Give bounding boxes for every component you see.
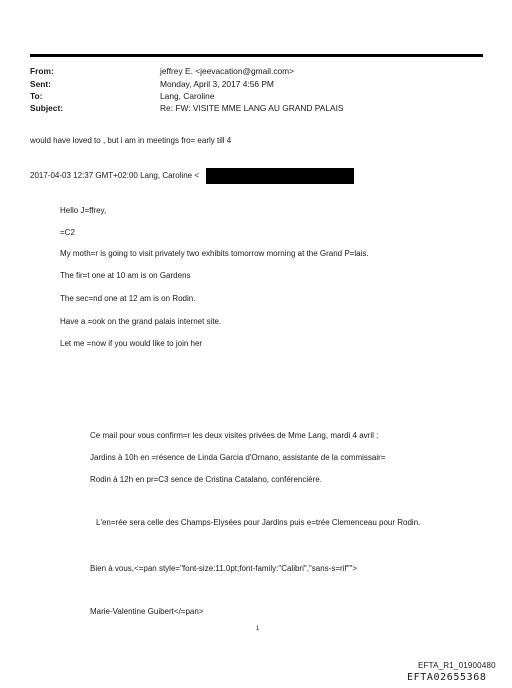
redaction-block [206,168,354,184]
from-label: From: [30,66,54,76]
paragraph-4: Have a =ook on the grand palais internet site. [60,317,222,326]
french-line-2: Jardins à 10h en =résence de Linda Garcia d'Ornano, assistante de la commissair= [90,453,386,462]
sent-value: Monday, April 3, 2017 4:56 PM [160,79,274,89]
footer-id-2: EFTA02655368 [407,672,487,683]
page-number: 1 [256,626,260,632]
quote-header: 2017-04-03 12:37 GMT+02:00 Lang, Caroline < [30,171,200,180]
french-line-3: Rodin à 12h en pr=C3 sence de Cristina Catalano, conférencière. [90,475,322,484]
paragraph-1: My moth=r is going to visit privately two exhibits tomorrow morning at the Grand P=lais. [60,249,369,258]
subject-label: Subject: [30,103,64,113]
greeting: Hello J=ffrey, [60,206,107,215]
encoding-artifact: =C2 [60,228,75,237]
paragraph-2: The fir=t one at 10 am is on Gardens [60,271,191,280]
subject-value: Re: FW: VISITE MME LANG AU GRAND PALAIS [160,103,344,113]
paragraph-3: The sec=nd one at 12 am is on Rodin. [60,294,196,303]
paragraph-5: Let me =now if you would like to join her [60,339,203,348]
to-label: To: [30,91,43,101]
reply-text: would have loved to , but i am in meetings fro= early till 4 [30,136,232,145]
from-value: jeffrey E. <jeevacation@gmail.com> [160,66,295,76]
sent-label: Sent: [30,79,51,89]
header-rule [30,54,483,57]
signature: Marie-Valentine Guibert</=pan> [90,607,204,616]
french-line-4: L'en=rée sera celle des Champs-Elysées pour Jardins puis e=trée Clemenceau pour Rodin. [96,518,421,527]
footer-id-1: EFTA_R1_01900480 [418,661,496,670]
french-line-1: Ce mail pour vous confirm=r les deux visites privées de Mme Lang, mardi 4 avril : [90,431,379,440]
closing-line: Bien à vous,<=pan style="font-size:11.0pt;font-family:"Calibri","sans-s=rif""> [90,564,358,573]
to-value: Lang, Caroline [160,91,215,101]
